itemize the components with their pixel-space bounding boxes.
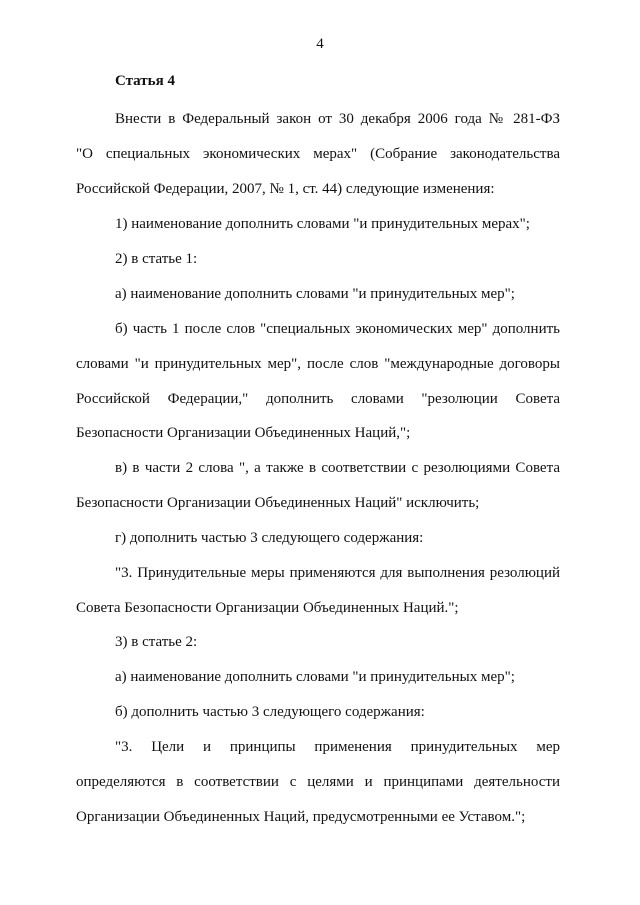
amendment-item: б) часть 1 после слов "специальных экономических мер" дополнить	[115, 321, 560, 337]
quoted-text: определяются в соответствии с целями и принципами деятельности	[76, 774, 560, 790]
amendment-item: 3) в статье 2:	[115, 634, 198, 650]
amendment-item: г) дополнить частью 3 следующего содержания:	[115, 530, 424, 546]
quoted-text: "3. Принудительные меры применяются для выполнения резолюций	[115, 565, 560, 581]
quoted-text: Организации Объединенных Наций, предусмотренными ее Уставом.";	[76, 809, 526, 825]
paragraph-line: Безопасности Организации Объединенных Наций,";	[76, 425, 411, 441]
amendment-item: в) в части 2 слова ", а также в соответствии с резолюциями Совета	[115, 460, 560, 476]
quoted-text: Совета Безопасности Организации Объединенных Наций.";	[76, 600, 459, 616]
amendment-item: 1) наименование дополнить словами "и принудительных мерах";	[115, 216, 530, 232]
amendment-item: 2) в статье 1:	[115, 251, 198, 267]
paragraph-line: "О специальных экономических мерах" (Собрание законодательства	[76, 146, 560, 162]
paragraph-line: Внести в Федеральный закон от 30 декабря 2006 года № 281-ФЗ	[115, 111, 560, 127]
page-number: 4	[316, 36, 324, 52]
amendment-item: б) дополнить частью 3 следующего содержания:	[115, 704, 425, 720]
paragraph-line: Безопасности Организации Объединенных Наций" исключить;	[76, 495, 480, 511]
paragraph-line: Российской Федерации," дополнить словами "резолюции Совета	[76, 391, 560, 407]
amendment-item: а) наименование дополнить словами "и принудительных мер";	[115, 669, 515, 685]
article-title: Статья 4	[115, 73, 175, 89]
quoted-text: "3. Цели и принципы применения принудительных мер	[115, 739, 560, 755]
amendment-item: а) наименование дополнить словами "и принудительных мер";	[115, 286, 515, 302]
paragraph-line: Российской Федерации, 2007, № 1, ст. 44) следующие изменения:	[76, 181, 495, 197]
paragraph-line: словами "и принудительных мер", после слов "международные договоры	[76, 356, 560, 372]
